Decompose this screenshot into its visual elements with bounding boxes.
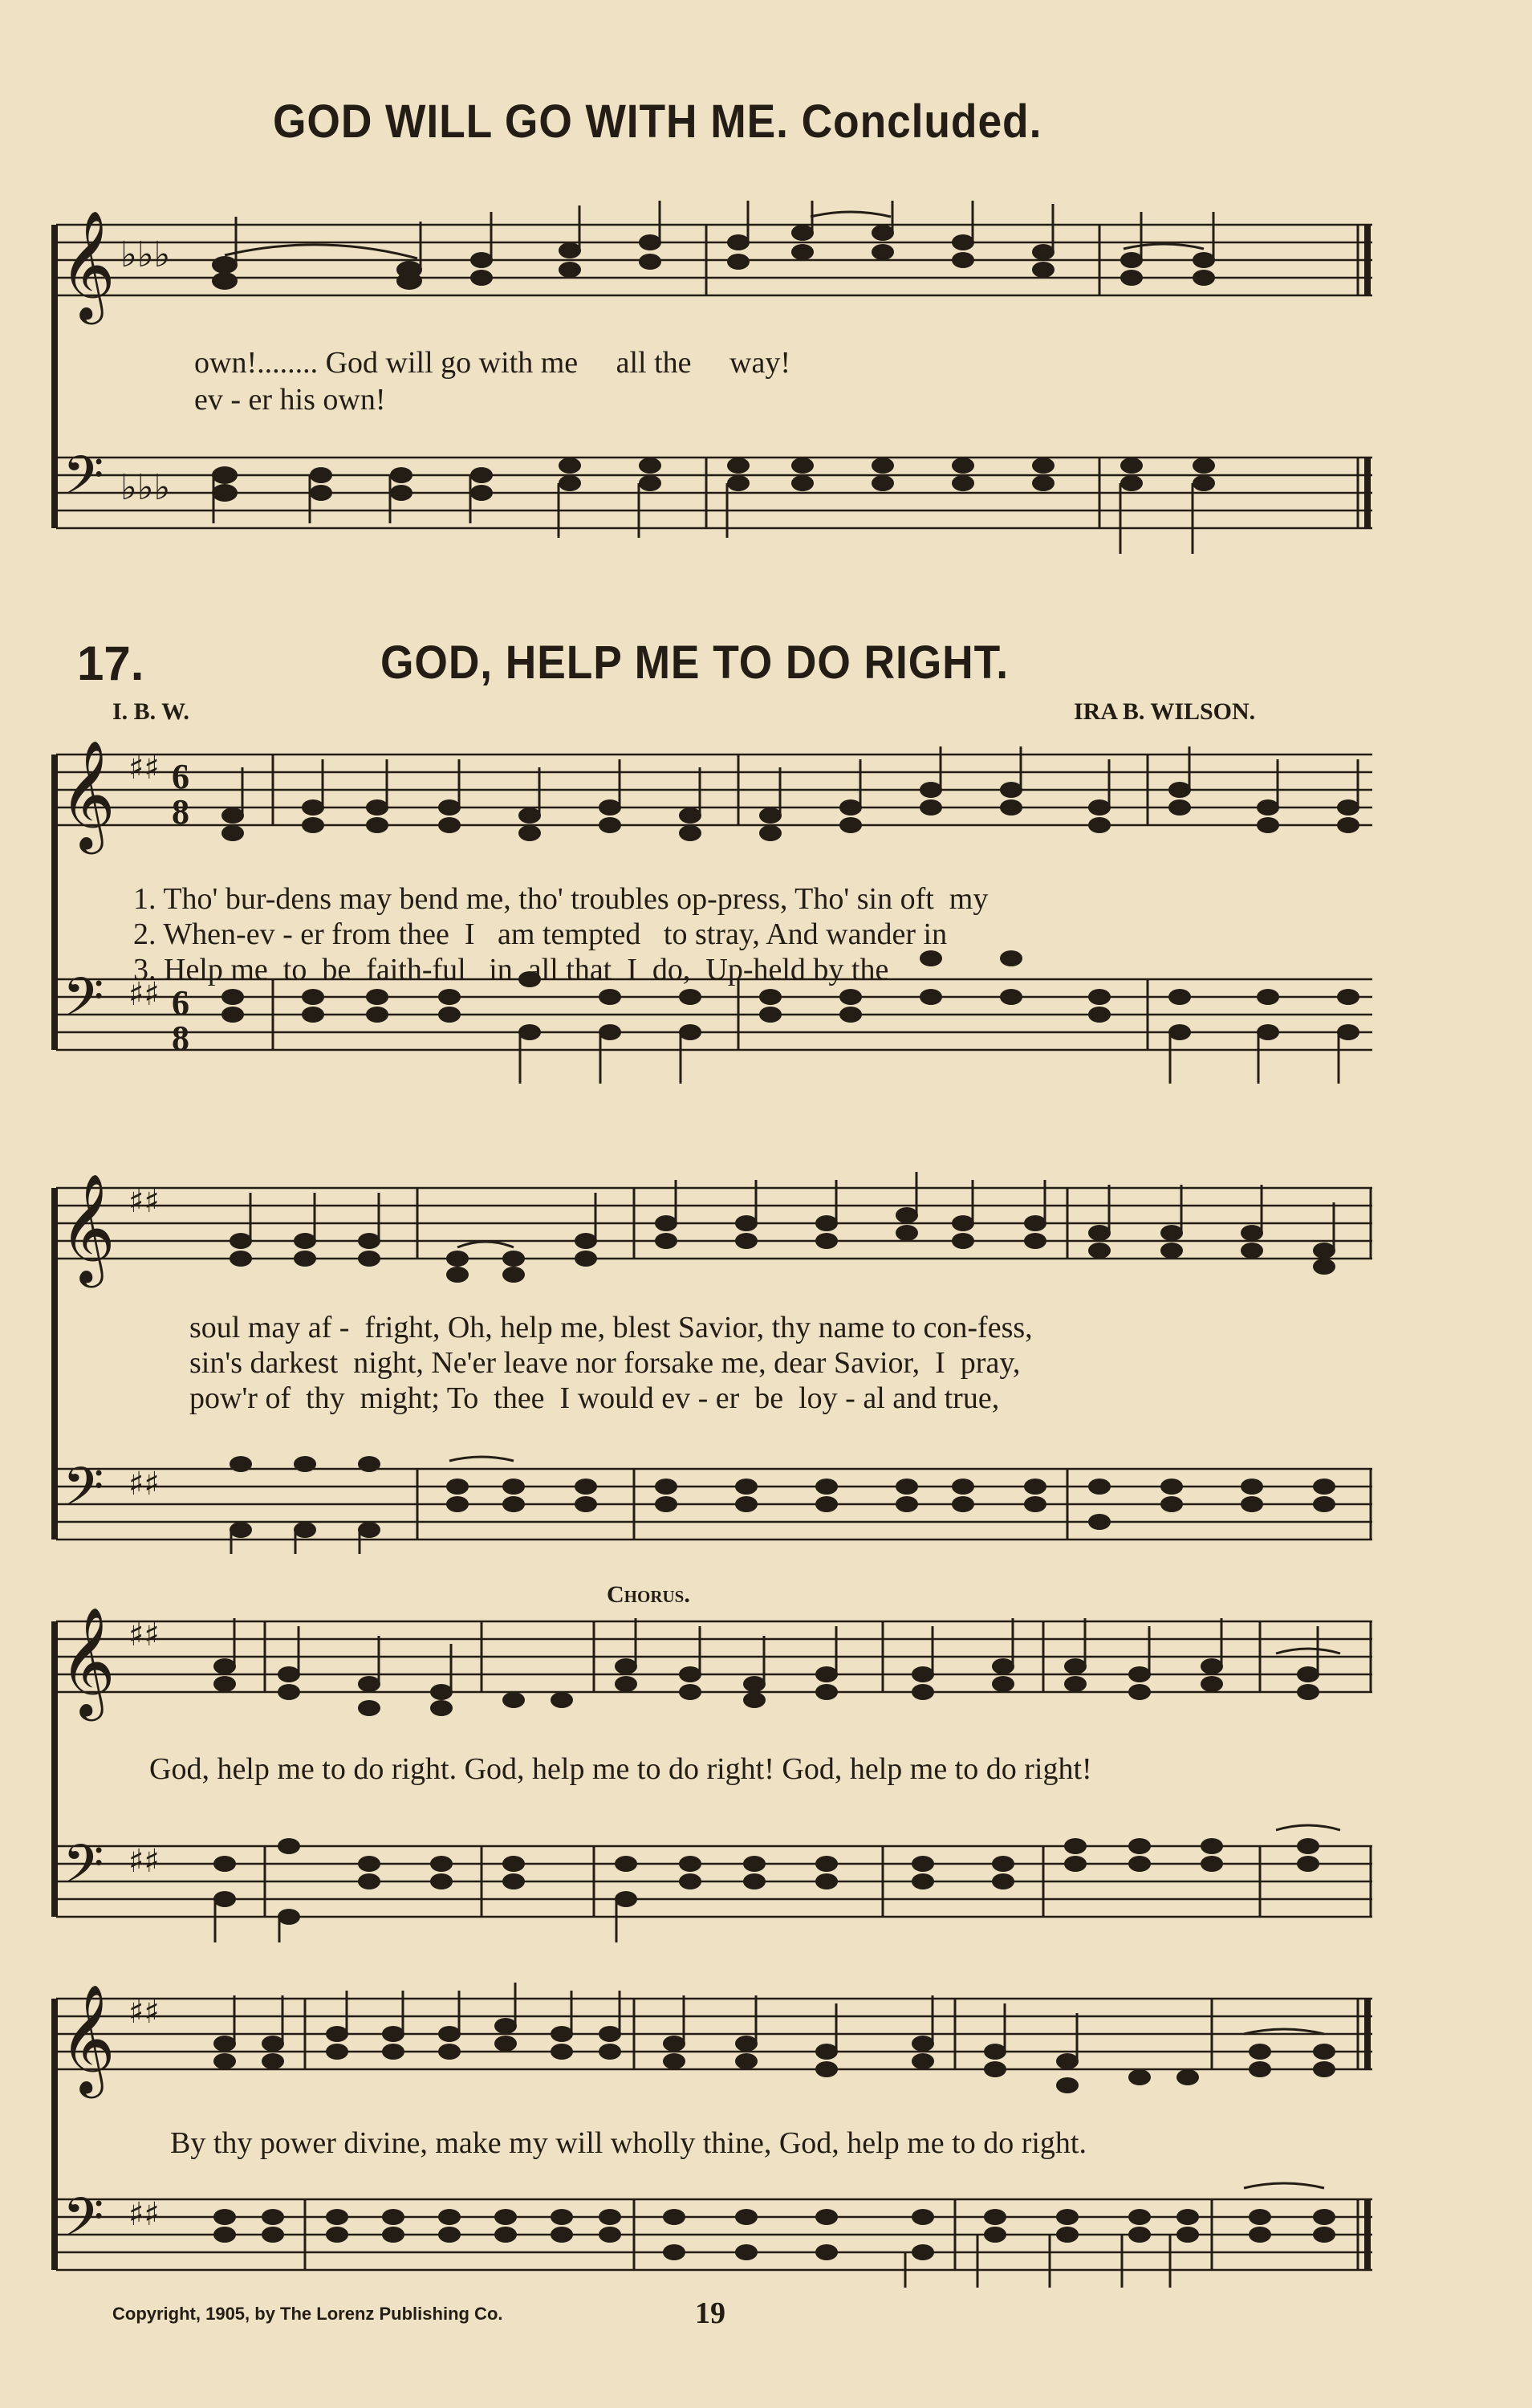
flat-signs: ♭♭♭ — [120, 234, 171, 275]
copyright-notice: Copyright, 1905, by The Lorenz Publishing Co. — [112, 2304, 503, 2324]
svg-text:♯♯: ♯♯ — [128, 1994, 160, 2031]
svg-text:♯♯: ♯♯ — [128, 1617, 160, 1653]
svg-text:♯♯: ♯♯ — [128, 976, 160, 1013]
time-signature: 6 — [172, 757, 189, 796]
svg-text:♯♯: ♯♯ — [128, 1466, 160, 1503]
bass-clef-icon: 𝄢 — [63, 2186, 104, 2261]
continuation-lyric-line-1: own!........ God will go with me all the way! — [194, 346, 791, 380]
continuation-title: GOD WILL GO WITH ME. Concluded. — [273, 96, 1042, 148]
chorus-lyric-line-2: By thy power divine, make my will wholly thine, God, help me to do right. — [170, 2126, 1087, 2160]
verse-2-lyric-line-2: sin's darkest night, Ne'er leave nor forsake me, dear Savior, I pray, — [189, 1346, 1021, 1380]
continuation-score-system — [0, 201, 1532, 562]
bass-clef-icon: 𝄢 — [63, 966, 104, 1041]
hymn-author: I. B. W. — [112, 698, 189, 725]
verse-1-lyric-line: 1. Tho' bur-dens may bend me, tho' troubles op-press, Tho' sin oft my — [133, 882, 989, 916]
verse-1-lyric-line-2: soul may af - fright, Oh, help me, blest Savior, thy name to con-fess, — [189, 1311, 1033, 1344]
sharp-signs: ♯♯ — [128, 750, 160, 787]
treble-clef-icon: 𝄞 — [59, 738, 116, 849]
bass-clef-icon: 𝄢 — [63, 1833, 104, 1908]
svg-text:♯♯: ♯♯ — [128, 1843, 160, 1880]
svg-text:♯♯: ♯♯ — [128, 1183, 160, 1220]
svg-text:♯♯: ♯♯ — [128, 2196, 160, 2233]
treble-clef-icon: 𝄞 — [59, 1983, 116, 2093]
treble-clef-icon: 𝄞 — [59, 1605, 116, 1716]
verse-2-lyric-line: 2. When-ev - er from thee I am tempted to stray, And wander in — [133, 917, 948, 951]
svg-text:6: 6 — [172, 983, 189, 1023]
page-number: 19 — [695, 2296, 725, 2330]
svg-text:8: 8 — [172, 1019, 189, 1058]
hymn-composer: IRA B. WILSON. — [1074, 698, 1256, 725]
hymn-title: GOD, HELP ME TO DO RIGHT. — [380, 637, 1009, 689]
continuation-lyric-line-2: ev - er his own! — [194, 383, 386, 417]
svg-text:8: 8 — [172, 792, 189, 832]
treble-clef-icon: 𝄞 — [59, 209, 116, 319]
treble-staff — [56, 225, 1372, 295]
bass-clef-icon: 𝄢 — [63, 445, 104, 519]
hymn-number: 17. — [77, 637, 144, 690]
chorus-lyric-line-1: God, help me to do right. God, help me to do right! God, help me to do right! — [149, 1752, 1092, 1786]
treble-clef-icon: 𝄞 — [59, 1172, 116, 1283]
verse-3-lyric-line: 3. Help me to be faith-ful in all that I do, Up-held by the — [133, 953, 889, 986]
verse-3-lyric-line-2: pow'r of thy might; To thee I would ev - er be loy - al and true, — [189, 1381, 1000, 1415]
bass-staff — [56, 458, 1372, 528]
chorus-label: Chorus. — [607, 1581, 690, 1608]
bass-clef-icon: 𝄢 — [63, 1456, 104, 1531]
svg-text:♭♭♭: ♭♭♭ — [120, 467, 171, 508]
